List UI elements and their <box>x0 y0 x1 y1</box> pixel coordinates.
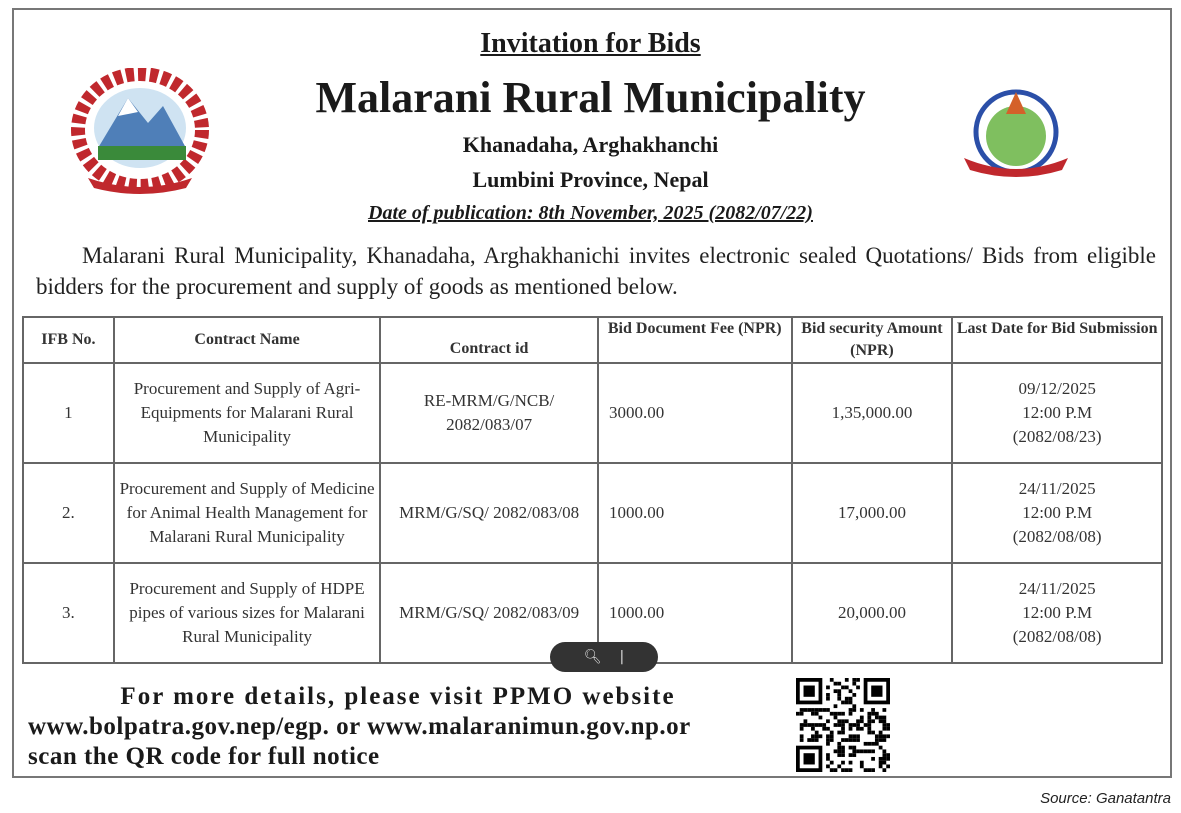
header-ifb-no: IFB No. <box>23 317 114 363</box>
bid-security: 20,000.00 <box>792 563 953 663</box>
bid-fee: 1000.00 <box>598 463 792 563</box>
last-date <box>952 363 1162 463</box>
time: 12:00 P.M <box>1022 503 1093 522</box>
date-bs: (2082/08/23) <box>1012 427 1102 446</box>
footer-line-2: www.bolpatra.gov.nep/egp. or www.malaranimun.gov.np.or <box>28 713 691 740</box>
address-line-2: Lumbini Province, Nepal <box>472 167 709 192</box>
date-ad: 24/11/2025 <box>1018 579 1096 598</box>
date-bs: (2082/08/08) <box>1012 527 1102 546</box>
time: 12:00 P.M <box>1022 603 1093 622</box>
date-bs: (2082/08/08) <box>1012 627 1102 646</box>
header-bid-security: Bid security Amount (NPR) <box>792 317 953 363</box>
magnifier-icon[interactable]: 🔍︎ <box>583 649 602 665</box>
intro-paragraph: Malarani Rural Municipality, Khanadaha, Arghakhanichi invites electronic sealed Quotations/ Bids from eligible bidders for the procurement and supply of goods as mentioned below. <box>36 243 1156 299</box>
table-row <box>23 463 1162 563</box>
bid-security: 17,000.00 <box>792 463 953 563</box>
separator-icon: | <box>619 649 625 665</box>
contract-id: MRM/G/SQ/ 2082/083/08 <box>380 463 598 563</box>
bid-fee: 1000.00 <box>598 563 792 663</box>
contract-name: Procurement and Supply of HDPE pipes of various sizes for Malarani Rural Municipality <box>114 563 380 663</box>
header-last-date: Last Date for Bid Submission <box>952 317 1162 363</box>
table-row <box>23 363 1162 463</box>
time: 12:00 P.M <box>1022 403 1093 422</box>
qr-code[interactable] <box>796 678 890 772</box>
header-contract-id: Contract id <box>380 317 598 363</box>
header-contract-name: Contract Name <box>114 317 380 363</box>
contract-id: RE-MRM/G/NCB/ 2082/083/07 <box>380 363 598 463</box>
viewer-zoom-control[interactable] <box>550 642 658 672</box>
address-line-1: Khanadaha, Arghakhanchi <box>462 132 719 157</box>
ifb-no: 1 <box>23 363 114 463</box>
last-date <box>952 563 1162 663</box>
header-bid-fee: Bid Document Fee (NPR) <box>598 317 792 363</box>
bids-table <box>22 316 1163 664</box>
table-header-row <box>23 317 1162 363</box>
footer-line-3: scan the QR code for full notice <box>28 743 380 770</box>
source-credit: Source: Ganatantra <box>1040 790 1171 807</box>
date-ad: 09/12/2025 <box>1018 379 1096 398</box>
date-ad: 24/11/2025 <box>1018 479 1096 498</box>
municipality-name: Malarani Rural Municipality <box>315 73 866 122</box>
document-title: Invitation for Bids <box>480 28 701 59</box>
contract-id: MRM/G/SQ/ 2082/083/09 <box>380 563 598 663</box>
contract-name: Procurement and Supply of Agri-Equipments for Malarani Rural Municipality <box>114 363 380 463</box>
bid-fee: 3000.00 <box>598 363 792 463</box>
ifb-no: 3. <box>23 563 114 663</box>
footer-line-1: For more details, please visit PPMO website <box>120 683 676 710</box>
footer-text <box>28 682 768 772</box>
last-date <box>952 463 1162 563</box>
ifb-no: 2. <box>23 463 114 563</box>
contract-name: Procurement and Supply of Medicine for Animal Health Management for Malarani Rural Municipality <box>114 463 380 563</box>
bid-security: 1,35,000.00 <box>792 363 953 463</box>
publication-date: Date of publication: 8th November, 2025 (2082/07/22) <box>368 202 813 224</box>
